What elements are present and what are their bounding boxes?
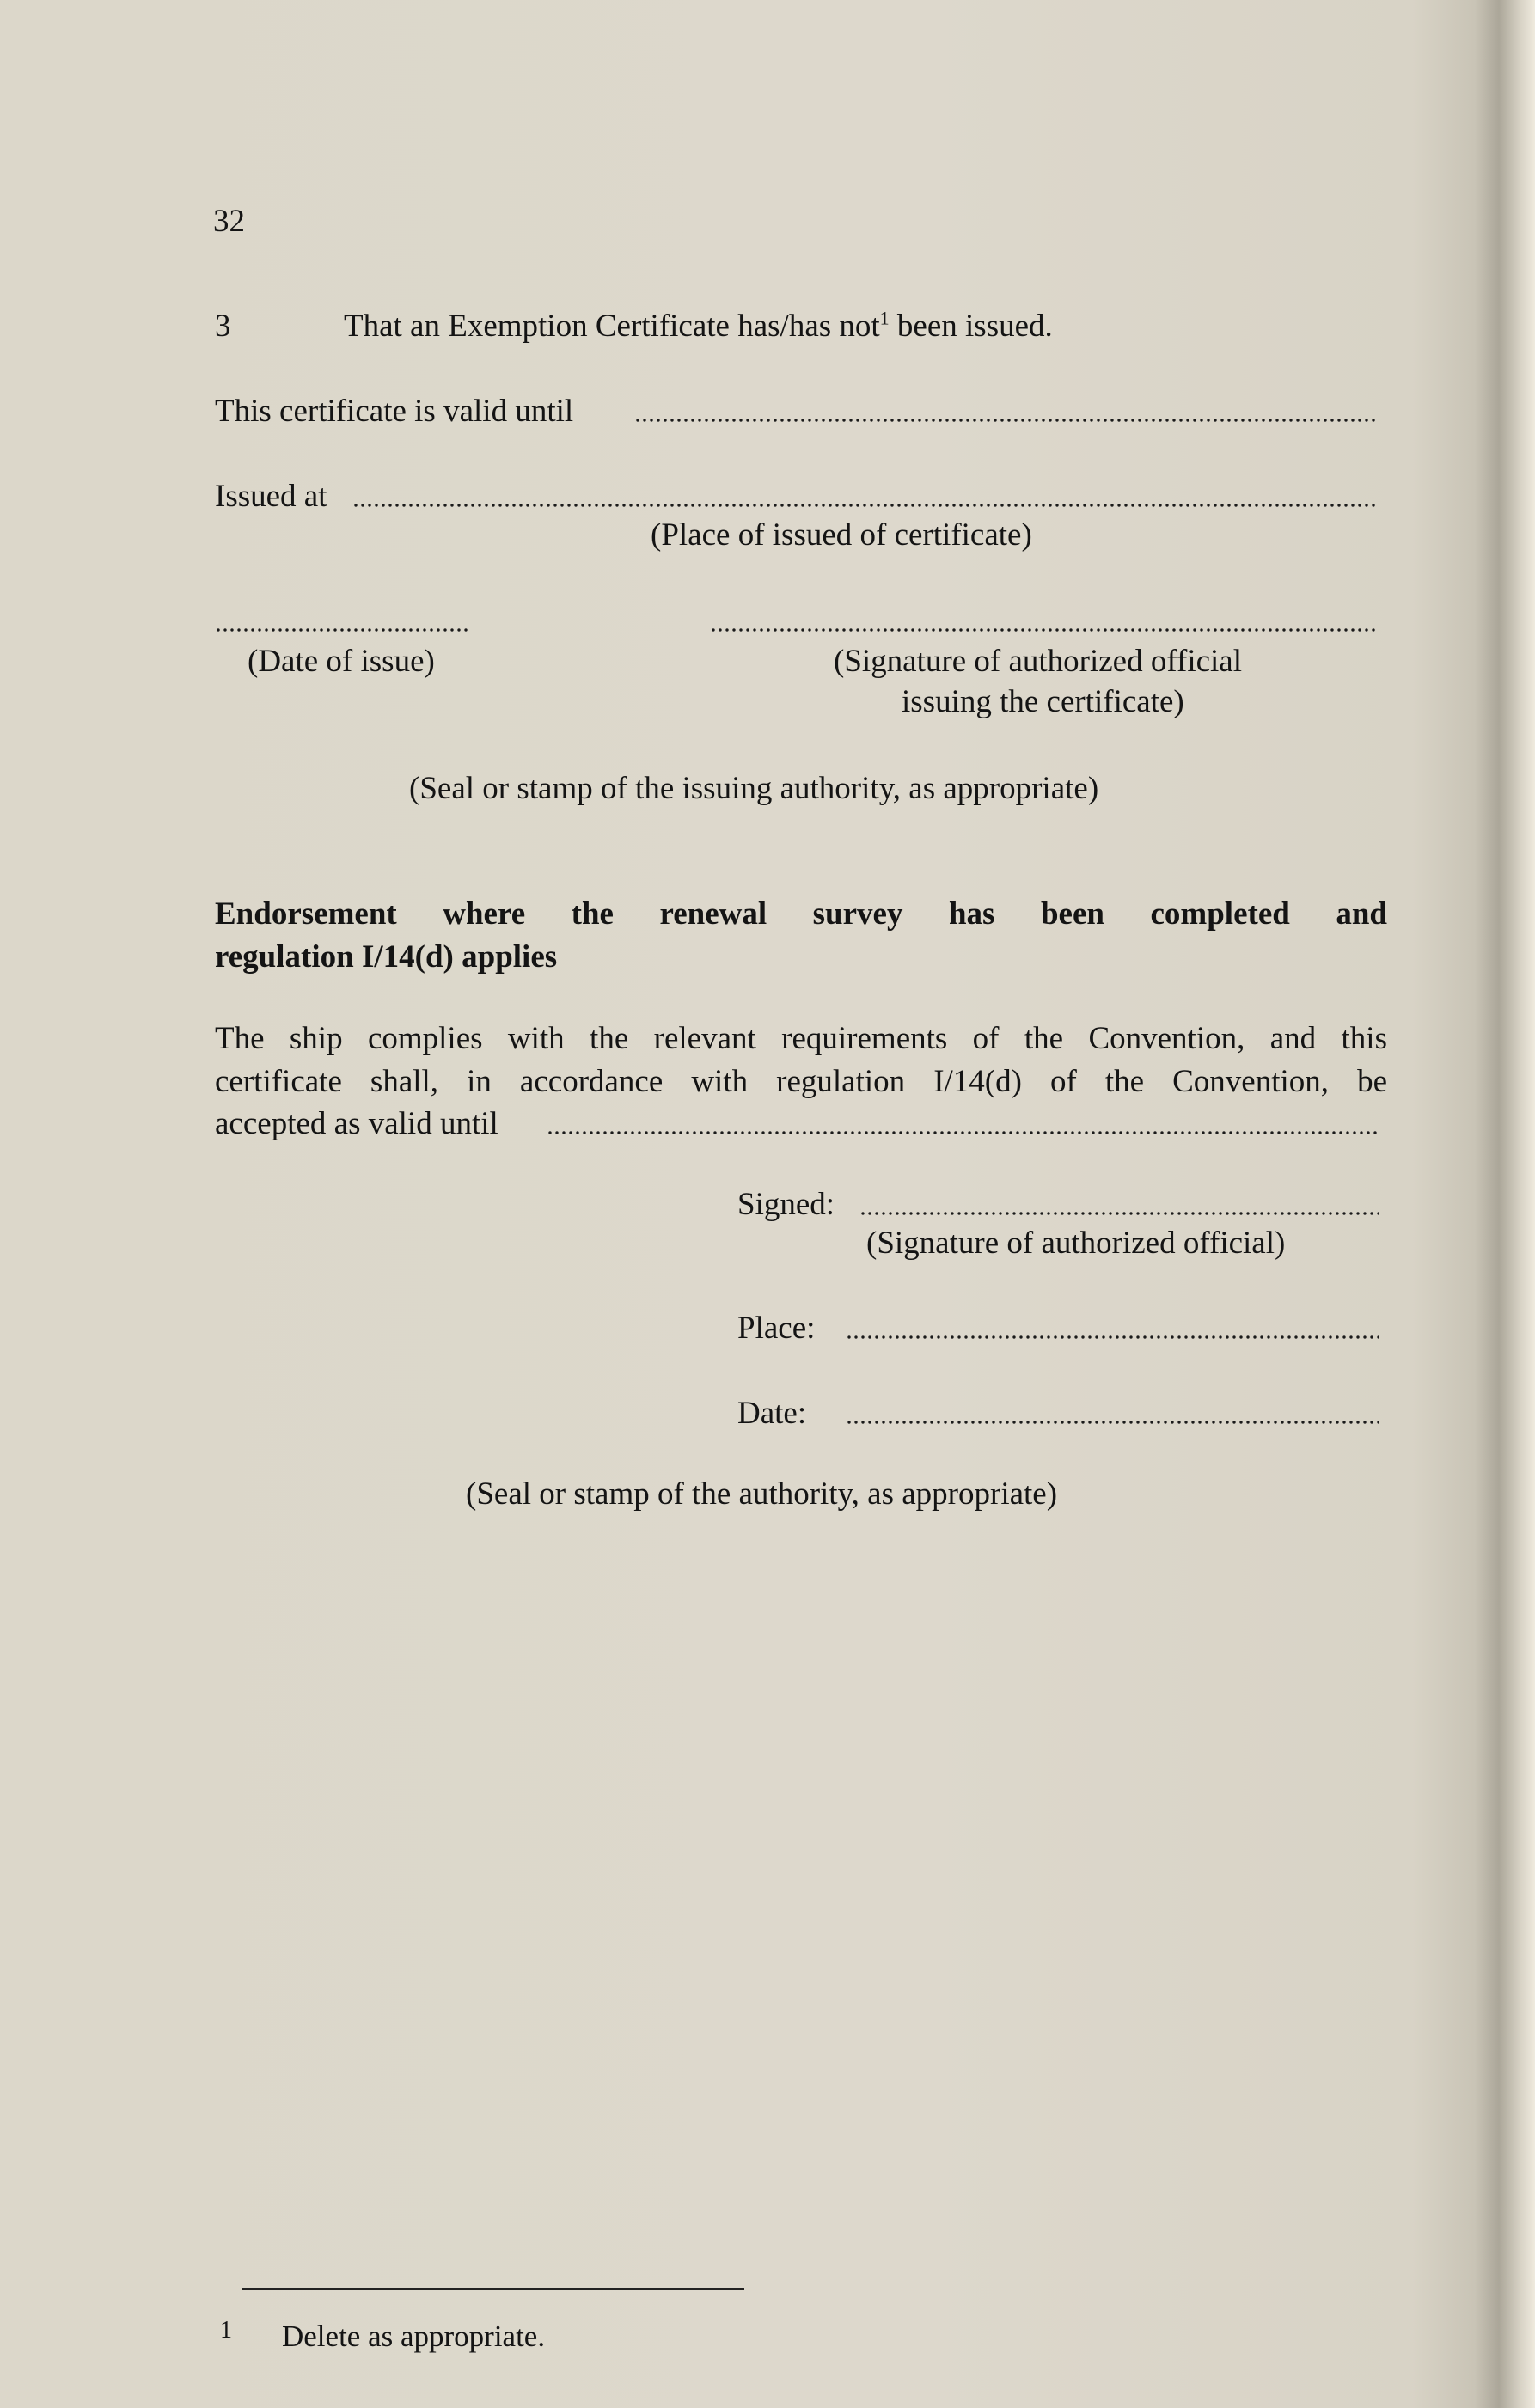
- seal-caption-authority: (Seal or stamp of the authority, as appropriate): [466, 1476, 1058, 1512]
- exemption-statement: [344, 307, 1053, 346]
- issued-at-field[interactable]: [352, 503, 1379, 508]
- endorsement-heading-line2: regulation I/14(d) applies: [215, 939, 558, 975]
- issued-at-label: Issued at: [215, 479, 327, 514]
- footnote-rule: [242, 2288, 744, 2290]
- book-spine-shadow: [1475, 0, 1535, 2408]
- seal-caption-issuing: (Seal or stamp of the issuing authority, as appropriate): [409, 771, 1099, 806]
- date-field[interactable]: [846, 1420, 1379, 1425]
- valid-until-label: This certificate is valid until: [215, 394, 574, 429]
- signed-field[interactable]: [859, 1211, 1379, 1216]
- date-of-issue-field[interactable]: [215, 627, 471, 633]
- footnote-text: Delete as appropriate.: [282, 2319, 546, 2353]
- signature-caption-line1: (Signature of authorized official: [834, 644, 1243, 679]
- signed-caption: (Signature of authorized official): [866, 1225, 1286, 1261]
- date-label: Date:: [737, 1396, 807, 1431]
- signed-label: Signed:: [737, 1187, 835, 1222]
- date-of-issue-caption: (Date of issue): [248, 644, 435, 679]
- endorsement-body-line1: The ship complies with the relevant requirements of the Convention, and this: [215, 1021, 1387, 1056]
- signature-field[interactable]: [710, 627, 1379, 633]
- endorsement-body-line2: certificate shall, in accordance with regulation I/14(d) of the Convention, be: [215, 1064, 1387, 1099]
- endorsement-valid-until-field[interactable]: [547, 1130, 1379, 1135]
- signature-caption-line2: issuing the certificate): [902, 684, 1184, 719]
- page-number: 32: [213, 204, 245, 239]
- footnote-marker: 1: [220, 2317, 232, 2344]
- endorsement-heading-line1: Endorsement where the renewal survey has been completed and: [215, 896, 1387, 932]
- exemption-text-end: been issued.: [889, 309, 1053, 344]
- footnote-ref: 1: [879, 307, 890, 329]
- place-label: Place:: [737, 1311, 816, 1346]
- valid-until-field[interactable]: [634, 418, 1379, 423]
- endorsement-body-line3: accepted as valid until: [215, 1106, 498, 1141]
- exemption-text: That an Exemption Certificate has/has not: [344, 309, 880, 344]
- place-caption: (Place of issued of certificate): [651, 517, 1032, 553]
- item-number: 3: [215, 309, 231, 344]
- place-field[interactable]: [846, 1335, 1379, 1340]
